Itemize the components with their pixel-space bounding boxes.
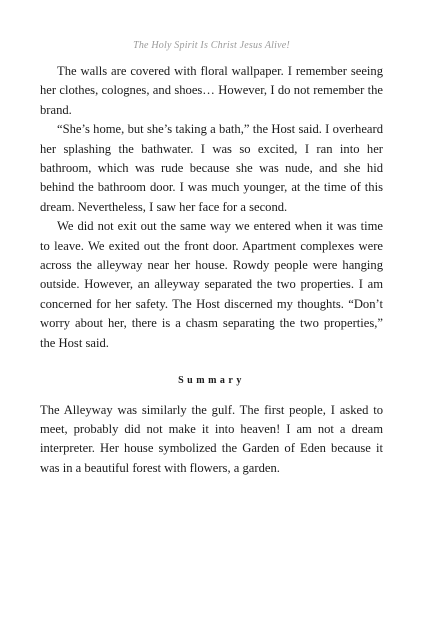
- summary-paragraph: The Alleyway was similarly the gulf. The first people, I asked to meet, probably did not make it into heaven! I am not a dream interpreter. Her house symbolized the Garden of Eden because it was in a beautiful forest with flowers, a garden.: [40, 402, 383, 475]
- paragraph-exit: We did not exit out the same way we entered when it was time to leave. We exited out the front door. Apartment complexes were across the alleyway near her house. Rowdy people were hanging outside. However, an alleyway separated the two properties. I am concerned for her safety. The Host discerned my thoughts. “Don’t worry about her, there is a chasm separating the two properties,” the Host said.: [40, 219, 383, 350]
- paragraph-wallpaper: The walls are covered with floral wallpaper. I remember seeing her clothes, colognes, and shoes… However, I do not remember the brand.: [40, 64, 383, 117]
- paragraph-bath: “She’s home, but she’s taking a bath,” the Host said. I overheard her splashing the bathwater. I was so excited, I ran into her bathroom, which was rude because she was nude, and she hid behind the bathroom door. I was much younger, at the time of this dream. Nevertheless, I saw her face for a second.: [40, 122, 383, 214]
- body-text: [40, 62, 383, 478]
- summary-heading: Summary: [178, 375, 245, 387]
- running-header: The Holy Spirit Is Christ Jesus Alive!: [133, 40, 290, 51]
